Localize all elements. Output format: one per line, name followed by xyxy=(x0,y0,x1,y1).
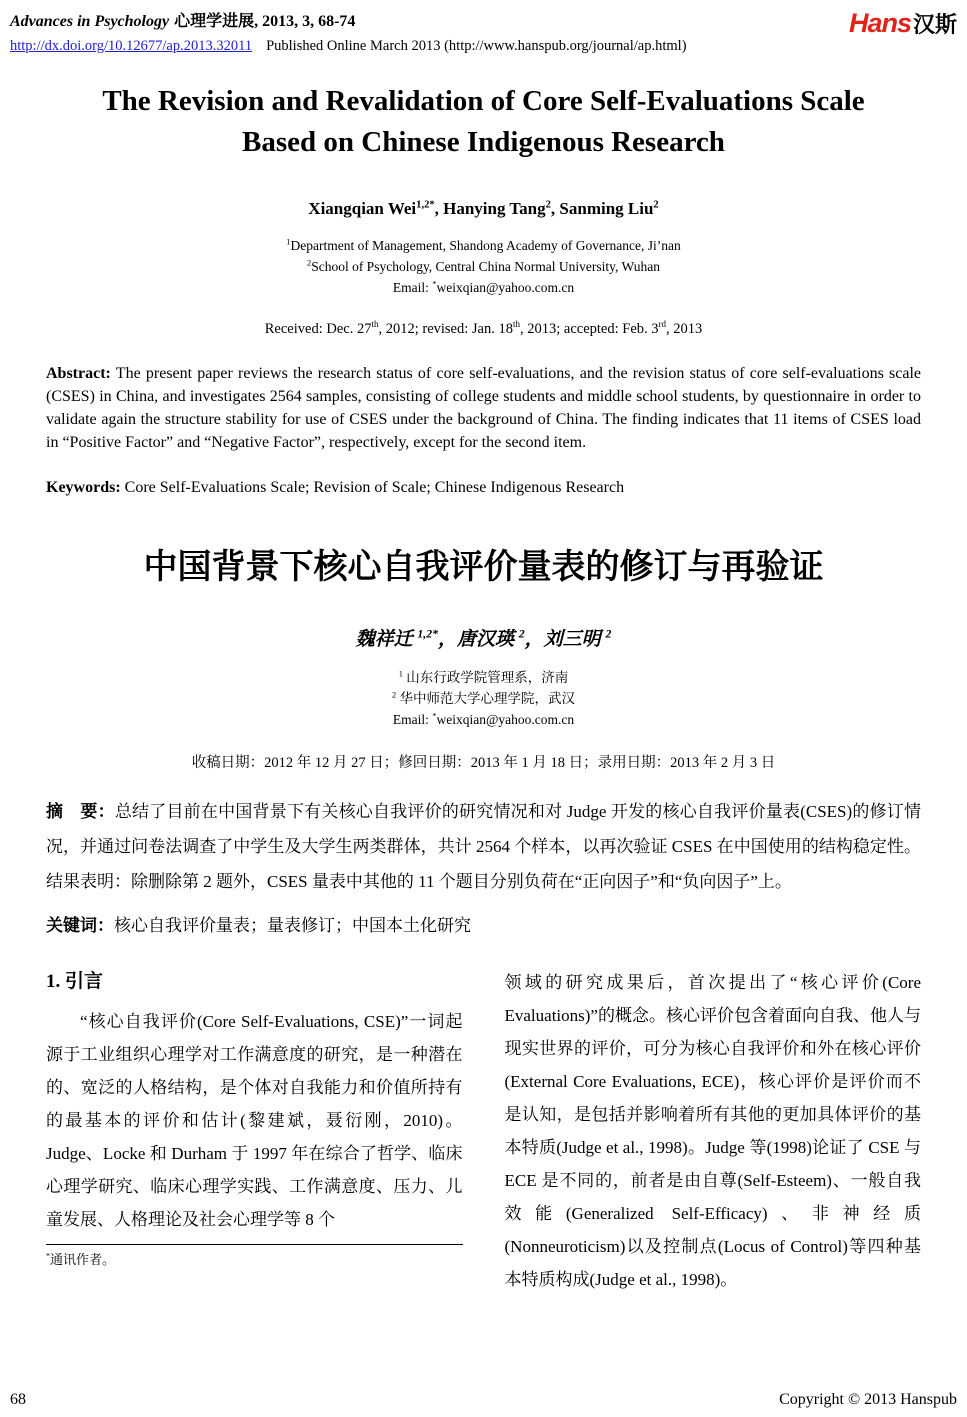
email-address: weixqian@yahoo.com.cn xyxy=(436,280,575,296)
affil-sup: 2 xyxy=(391,690,397,700)
keywords-text-en: Core Self-Evaluations Scale; Revision of Scale; Chinese Indigenous Research xyxy=(120,479,625,497)
abstract-text-cn: 总结了目前在中国背景下有关核心自我评价的研究情况和对 Judge 开发的核心自我评价量表(CSES)的修订情况，并通过问卷法调查了中学生及大学生两类群体，共计 2564 个样本，以再次验证 CSES 在中国使用的结构稳定性。结果表明：除删除第 2 题外，CSES 量表中其他的 11 个题目分别负荷在“正向因子”和“负向因子”上。 xyxy=(46,801,921,891)
affiliation-line xyxy=(46,668,921,689)
doi-link[interactable]: http://dx.doi.org/10.12677/ap.2013.32011 xyxy=(10,38,253,54)
affil-text: 山东行政学院管理系，济南 xyxy=(402,670,569,686)
page-header xyxy=(10,8,957,55)
author-name: , Sanming Liu xyxy=(550,199,654,219)
body-paragraph-left: “核心自我评价(Core Self-Evaluations, CSE)”一词起源于工业组织心理学对工作满意度的研究，是一种潜在的、宽泛的人格结构，是个体对自我能力和价值所持有的最基本的评价和估计(黎建斌，聂衍刚，2010)。Judge、Locke 和 Durham 于 1997 年在综合了哲学、临床心理学研究、临床心理学实践、工作满意度、压力、儿童发展、人格理论及社会心理学等 8 个 xyxy=(46,1011,463,1229)
abstract-en xyxy=(46,362,921,454)
authors-cn xyxy=(46,624,921,651)
received-line-en xyxy=(46,321,921,338)
ordinal-sup: rd xyxy=(658,319,666,330)
received-line-cn: 收稿日期：2012 年 12 月 27 日；修回日期：2013 年 1 月 18 日；录用日期：2013 年 2 月 3 日 xyxy=(191,754,776,771)
received-part: Received: Dec. 27 xyxy=(264,321,372,338)
paper-content xyxy=(46,81,921,1296)
affil-sup: 1 xyxy=(398,669,403,679)
footnote xyxy=(46,1244,463,1268)
author-name-cn: 魏祥迁 xyxy=(355,629,418,651)
email-sup: * xyxy=(432,279,437,289)
author-name-cn: ，刘三明 xyxy=(524,629,606,651)
ordinal-sup: th xyxy=(371,319,379,330)
author-name: , Hanying Tang xyxy=(434,199,546,219)
author-name-cn: ，唐汉瑛 xyxy=(438,629,519,651)
email-address: weixqian@yahoo.com.cn xyxy=(436,711,575,727)
abstract-text-en: The present paper reviews the research status of core self-evaluations, and the revision status of core self-evaluations scale (CSES) in China, and investigates 2564 samples, consisting of college students and middle school students, by questionnaire in order to validate again the structure stability for use of CSES under the background of China. The finding indicates that 11 items of CSES load in “Positive Factor” and “Negative Factor”, respectively, except for the second item. xyxy=(46,365,921,452)
author-affil-sup: 1,2* xyxy=(417,627,439,641)
ordinal-sup: th xyxy=(512,319,520,330)
journal-title-line xyxy=(10,8,687,31)
section-heading-introduction: 1. 引言 xyxy=(46,970,104,992)
affiliation-line xyxy=(46,236,921,257)
footnote-text xyxy=(46,1249,463,1268)
keywords-en xyxy=(46,479,921,497)
author-affil-sup: 2 xyxy=(545,199,551,211)
affil-text: School of Psychology, Central China Normal University, Wuhan xyxy=(311,259,660,275)
author-affil-sup: 2 xyxy=(518,627,525,641)
hanspub-logo-cn-text: 汉斯 xyxy=(912,12,957,37)
email-line xyxy=(46,278,921,299)
footnote-sup: * xyxy=(46,1251,51,1261)
copyright-notice: Copyright © 2013 Hanspub xyxy=(779,1391,957,1408)
journal-title-en: Advances in Psychology xyxy=(10,13,170,30)
affiliation-line xyxy=(46,257,921,278)
keywords-label-en: Keywords: xyxy=(46,479,121,497)
authors-en xyxy=(46,199,921,219)
affiliations-en xyxy=(46,236,921,299)
keywords-text-cn: 核心自我评价量表；量表修订；中国本土化研究 xyxy=(114,915,471,935)
affil-text: Department of Management, Shandong Academy of Governance, Ji’nan xyxy=(290,238,681,254)
title-cn: 中国背景下核心自我评价量表的修订与再验证 xyxy=(143,549,824,587)
page-number: 68 xyxy=(10,1391,26,1408)
author-affil-sup: 1,2* xyxy=(416,199,435,211)
affiliations-cn xyxy=(46,668,921,731)
received-part: , 2013; accepted: Feb. 3 xyxy=(519,321,659,338)
title-en: The Revision and Revalidation of Core Self-Evaluations Scale Based on Chinese Indigenous Research xyxy=(102,85,865,159)
affil-text: 华中师范大学心理学院，武汉 xyxy=(396,691,576,707)
body-paragraph-right: 领域的研究成果后，首次提出了“核心评价(Core Evaluations)”的概念。核心评价包含着面向自我、他人与现实世界的评价，可分为核心自我评价和外在核心评价(External Core Evaluations, ECE)，核心评价是评价而不是认知，是包括并影响着所有其他的更加具体评价的基本特质(Judge et al., 1998)。Judge 等(1998)论证了 CSE 与 ECE 是不同的，前者是由自尊(Self-Esteem)、一般自我效能(Generalized Self-Efficacy)、非神经质(Nonneuroticism)以及控制点(Locus of Control)等四种基本特质构成(Judge et al., 1998)。 xyxy=(504,972,921,1289)
email-sup: * xyxy=(432,711,437,721)
two-column-body xyxy=(46,966,921,1296)
keywords-cn xyxy=(46,911,921,936)
author-affil-sup: 2 xyxy=(605,627,612,641)
column-left xyxy=(46,966,463,1296)
abstract-label-cn: 摘 要： xyxy=(46,801,115,821)
journal-title-cn: 心理学进展, 2013, 3, 68-74 xyxy=(174,13,356,30)
footnote-label: 通讯作者。 xyxy=(50,1251,116,1267)
journal-info xyxy=(10,8,687,55)
affiliation-line xyxy=(46,689,921,710)
email-line xyxy=(46,710,921,731)
keywords-label-cn: 关键词： xyxy=(46,915,114,935)
author-name: Xiangqian Wei xyxy=(308,199,417,219)
affil-sup: 1 xyxy=(286,237,291,247)
abstract-cn xyxy=(46,794,921,899)
hanspub-logo xyxy=(849,8,957,37)
email-label: Email: xyxy=(392,280,433,296)
received-part: , 2013 xyxy=(665,321,703,338)
received-part: , 2012; revised: Jan. 18 xyxy=(378,321,513,338)
column-right xyxy=(505,966,922,1296)
hanspub-logo-hans-text: Hans xyxy=(848,8,911,38)
abstract-label-en: Abstract: xyxy=(46,365,111,383)
doi-line xyxy=(10,38,687,55)
author-affil-sup: 2 xyxy=(653,199,659,211)
affil-sup: 2 xyxy=(307,258,312,268)
footnote-rule xyxy=(46,1244,463,1245)
published-online-text: Published Online March 2013 (http://www.hanspub.org/journal/ap.html) xyxy=(266,38,687,54)
email-label: Email: xyxy=(392,711,433,727)
page-footer xyxy=(10,1391,957,1409)
